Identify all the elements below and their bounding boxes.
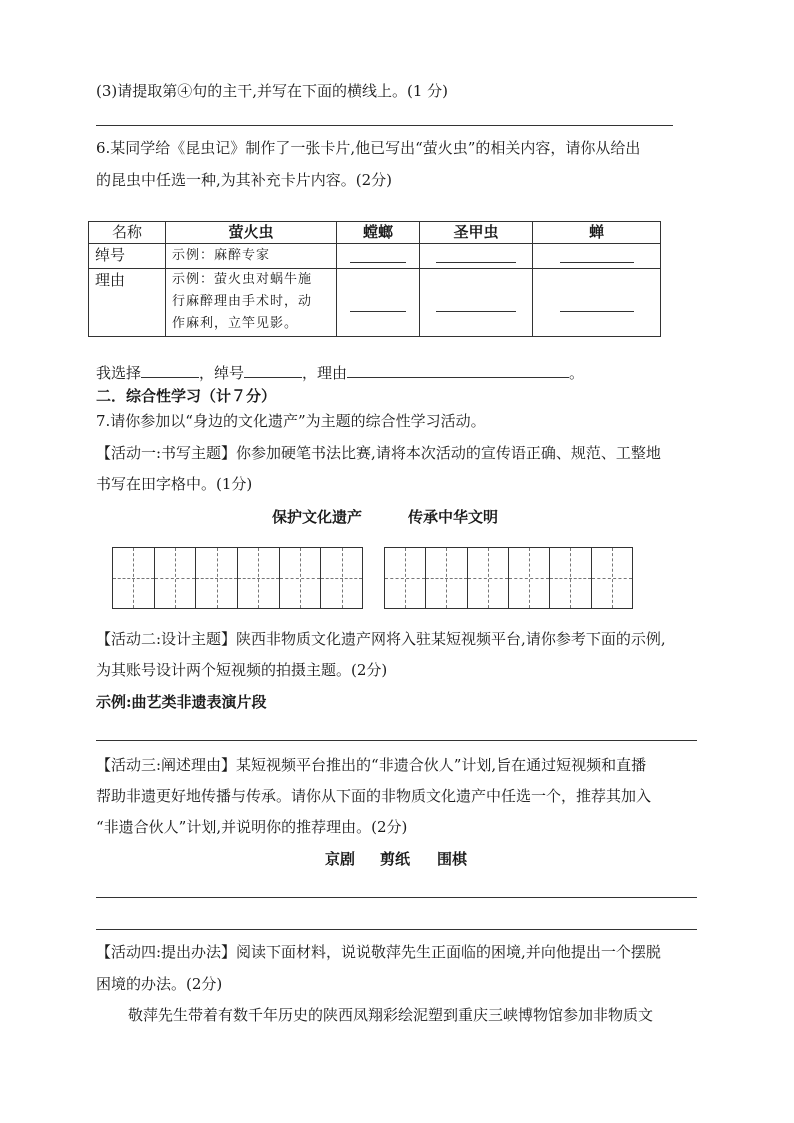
grid-cell[interactable] [468,548,509,608]
grid-cell[interactable] [509,548,550,608]
grid-cell[interactable] [155,548,197,608]
activity-2-line2: 为其账号设计两个短视频的拍摄主题。(2分) [96,661,388,679]
answer-line[interactable] [96,740,697,741]
cicada-reason-blank[interactable] [533,269,661,337]
activity-3-line1: 【活动三:阐述理由】某短视频平台推出的“非遗合伙人”计划,旨在通过短视频和直播 [96,756,647,774]
activity-4-line2: 困境的办法。(2分) [96,975,223,993]
grid-cell[interactable] [321,548,362,608]
scarab-reason-blank[interactable] [420,269,533,337]
grid-cell[interactable] [113,548,155,608]
question-6-line1: 6.某同学给《昆虫记》制作了一张卡片,他已写出“萤火虫”的相关内容，请你从给出 [96,139,641,157]
activity-1-line2: 书写在田字格中。(1分) [96,475,253,493]
answer-period: 。 [569,364,585,382]
reason-line: 示例：萤火虫对蜗牛施 [172,272,313,287]
answer-label-choose: 我选择 [96,364,142,382]
heritage-option-paper-cutting: 剪纸 [380,850,411,868]
activity-1-line1: 【活动一:书写主题】你参加硬笔书法比赛,请将本次活动的宣传语正确、规范、工整地 [96,444,661,462]
grid-cell[interactable] [592,548,632,608]
firefly-nickname-example: 示例：麻醉专家 [166,244,337,269]
grid-cell[interactable] [238,548,280,608]
choose-blank[interactable] [141,363,199,378]
question-7-intro: 7.请你参加以“身边的文化遗产”为主题的综合性学习活动。 [96,412,486,430]
q6-answer-row [96,362,584,384]
table-header-scarab: 圣甲虫 [420,222,533,244]
heritage-option-go: 围棋 [437,850,468,868]
answer-line[interactable] [96,929,697,930]
scarab-nickname-blank[interactable] [420,244,533,269]
table-header-firefly: 萤火虫 [166,222,337,244]
section-2-title: 二．综合性学习（计７分） [96,387,277,405]
tianzige-grid-2[interactable] [384,547,633,609]
reason-blank[interactable] [347,363,569,378]
slogan-2: 传承中华文明 [408,508,499,526]
row-label-nickname: 绰号 [89,244,166,269]
grid-cell[interactable] [196,548,238,608]
grid-cell[interactable] [550,548,591,608]
table-header-name: 名称 [89,222,166,244]
question-5-3: (3)请提取第④句的主干,并写在下面的横线上。(1 分) [96,82,449,100]
reason-line: 行麻醉理由手术时，动 [172,294,313,309]
reason-line: 作麻利，立竿见影。 [172,316,299,331]
table-header-cicada: 蝉 [533,222,661,244]
firefly-reason-example [166,269,337,337]
tianzige-grid-1[interactable] [112,547,363,609]
mantis-nickname-blank[interactable] [337,244,420,269]
activity-3-line3: “非遗合伙人”计划,并说明你的推荐理由。(2分) [96,818,408,836]
activity-4-line1: 【活动四:提出办法】阅读下面材料，说说敬萍先生正面临的困境,并向他提出一个摆脱 [96,943,661,961]
answer-line[interactable] [96,897,697,898]
nickname-blank[interactable] [244,363,302,378]
activity-2-example: 示例:曲艺类非遗表演片段 [96,693,267,711]
grid-cell[interactable] [280,548,322,608]
answer-label-nickname: ，绰号 [199,364,245,382]
cicada-nickname-blank[interactable] [533,244,661,269]
insect-card-table [88,221,661,337]
table-header-mantis: 螳螂 [337,222,420,244]
activity-2-line1: 【活动二:设计主题】陕西非物质文化遗产网将入驻某短视频平台,请你参考下面的示例, [96,630,666,648]
answer-label-reason: ，理由 [302,364,348,382]
material-paragraph-line1: 敬萍先生带着有数千年历史的陕西凤翔彩绘泥塑到重庆三峡博物馆参加非物质文 [128,1006,654,1024]
mantis-reason-blank[interactable] [337,269,420,337]
grid-cell[interactable] [426,548,467,608]
heritage-option-peking-opera: 京剧 [325,850,356,868]
slogan-1: 保护文化遗产 [272,508,363,526]
question-6-line2: 的昆虫中任选一种,为其补充卡片内容。(2分) [96,171,393,189]
answer-line[interactable] [96,125,673,126]
activity-3-line2: 帮助非遗更好地传播与传承。请你从下面的非物质文化遗产中任选一个，推荐其加入 [96,787,652,805]
row-label-reason: 理由 [89,269,166,337]
grid-cell[interactable] [385,548,426,608]
